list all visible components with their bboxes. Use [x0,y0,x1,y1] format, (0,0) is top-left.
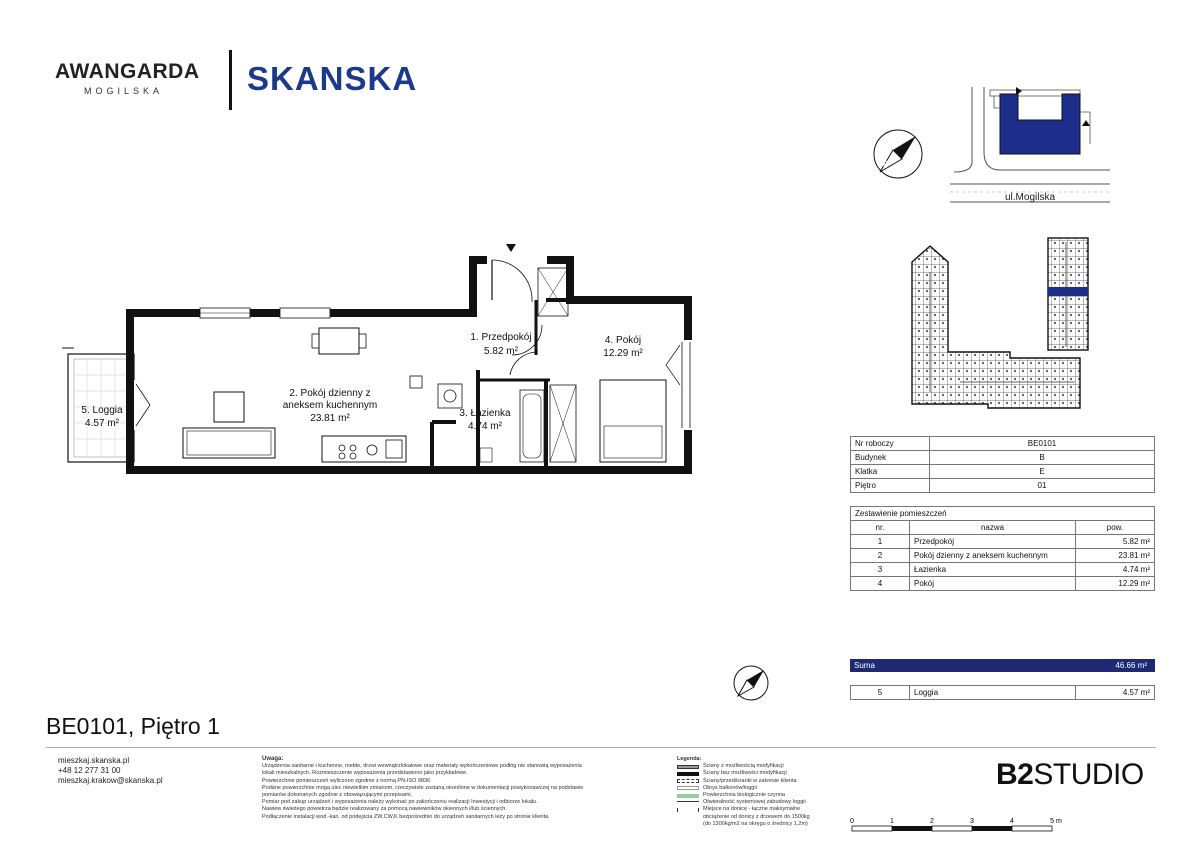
legend-item: Ściany/przedścianki w zakresie klienta [677,778,837,785]
scale-tick: 3 [970,818,974,825]
sum-value: 46.66 m² [1115,661,1147,670]
legend-item: Miejsce na donicę - łączne maksymalne [677,806,837,813]
scale-tick: 1 [890,818,894,825]
contact-phone: +48 12 277 31 00 [58,766,121,775]
room-area-1: 5.82 m² [484,346,518,357]
project-logo: AWANGARDA [55,60,200,83]
note-line: Podłączenie instalacji wod.-kan. od podejścia ZW,CW,K bezpośrednio do urządzeń sanitarnych leży po stronie klienta. [262,813,550,820]
note-line: lokali mieszkalnych. Rozmieszczenie wyposażenia przedstawiono jako przykładowe. [262,770,468,777]
legend-item: Powierzchnia biologicznie czynna [677,792,837,799]
scale-tick: 0 [850,818,854,825]
contact-block [58,756,163,786]
scale-tick: 5 m [1050,818,1062,825]
project-logo-subtitle: MOGILSKA [84,86,164,96]
col-header: pow. [1076,521,1155,535]
note-line: pomiarów dokonanych zgodnie z obowiązującymi przepisami. [262,792,413,799]
room-area-5: 4.57 m² [85,418,119,429]
rooms-table-title: Zestawienie pomieszczeń [851,507,1155,521]
street-label: ul.Mogilska [1005,192,1056,203]
room-label-5: 5. Loggia [81,405,123,416]
footer-divider [46,747,1156,748]
svg-text:N: N [880,158,892,170]
table-row: 5 Loggia 4.57 m² [851,686,1155,700]
note-line: Urządzenia sanitarne i kuchenne, meble, drzwi wewnątrzlokalowe oraz materiały wykończeniowe podłóg nie stanowią wyposażenia [262,763,582,770]
legend-item: obciążenie od donicy z drzewem do 1500kg [703,813,810,820]
studio-logo: B2STUDIO [996,758,1144,791]
col-header: nr. [851,521,910,535]
notes-block [262,756,652,821]
col-header: nazwa [910,521,1076,535]
room-area-2: 23.81 m² [310,413,350,424]
table-row: 4 Pokój 12.29 m² [851,577,1155,591]
apartment-info-table [850,436,1155,493]
contact-web: mieszkaj.skanska.pl [58,756,130,765]
room-label-1: 1. Przedpokój [470,332,532,343]
table-row: Budynek B [851,451,1155,465]
rooms-table [850,506,1155,591]
plan-title: BE0101, Piętro 1 [46,713,220,739]
table-row: 3 Łazienka 4.74 m² [851,563,1155,577]
table-row: 1 Przedpokój 5.82 m² [851,535,1155,549]
note-line: Podane powierzchnie mogą ulec niewielkim zmianom, rzeczywiste zostaną określone w dokumentacji powykonawczej na podstawie [262,784,584,791]
note-line: Powierzchnie pomieszczeń wyliczono zgodnie z normą PN-ISO 9836 [262,777,431,784]
sum-label: Suma [854,661,875,670]
legend-item: (do 1300kg/m2 na okręgu o średnicy 1,2m) [703,820,808,827]
north-arrow-small-icon [732,664,770,702]
loggia-table [850,685,1155,700]
room-area-3: 4.74 m² [468,421,502,432]
table-row: Klatka E [851,465,1155,479]
room-label-4: 4. Pokój [604,335,642,346]
notes-title: Uwaga: [262,756,284,762]
scale-tick: 2 [930,818,934,825]
building-key-plan [900,232,1100,412]
sum-row [850,659,1155,672]
room-area-4: 12.29 m² [603,348,643,359]
room-label-2b: aneksem kuchennym [282,400,378,411]
logo-divider [229,50,232,110]
legend-block [677,756,837,828]
floor-plan [60,240,710,475]
legend-item: Obrys balkonów/loggii [677,785,837,792]
scale-tick: 4 [1010,818,1014,825]
table-row: 2 Pokój dzienny z aneksem kuchennym 23.81 m² [851,549,1155,563]
north-arrow-icon [872,128,924,180]
legend-item: Otwieralność systemowej zabudowy loggii [677,799,837,806]
contact-email: mieszkaj.krakow@skanska.pl [58,776,163,785]
skanska-logo: SKANSKA [247,60,418,97]
room-label-2: 2. Pokój dzienny z [289,388,371,399]
table-row: Nr roboczy BE0101 [851,437,1155,451]
legend-item: Ściany bez możliwości modyfikacji [677,770,837,777]
table-row: Piętro 01 [851,479,1155,493]
legend-item: Ściany z możliwością modyfikacji [677,763,837,770]
scale-bar [846,814,1076,836]
legend-title: Legenda: [677,756,702,762]
note-line: Pomiar pod zakup urządzeń i wyposażenia należy wykonać po zakończeniu realizacji Inwestycji i odbiorze lokalu. [262,799,538,806]
room-label-3: 3. Łazienka [459,408,511,419]
note-line: Nawiew świeżego powietrza będzie realizowany za pomocą nawiewników okiennych i/lub ściennych. [262,806,507,813]
